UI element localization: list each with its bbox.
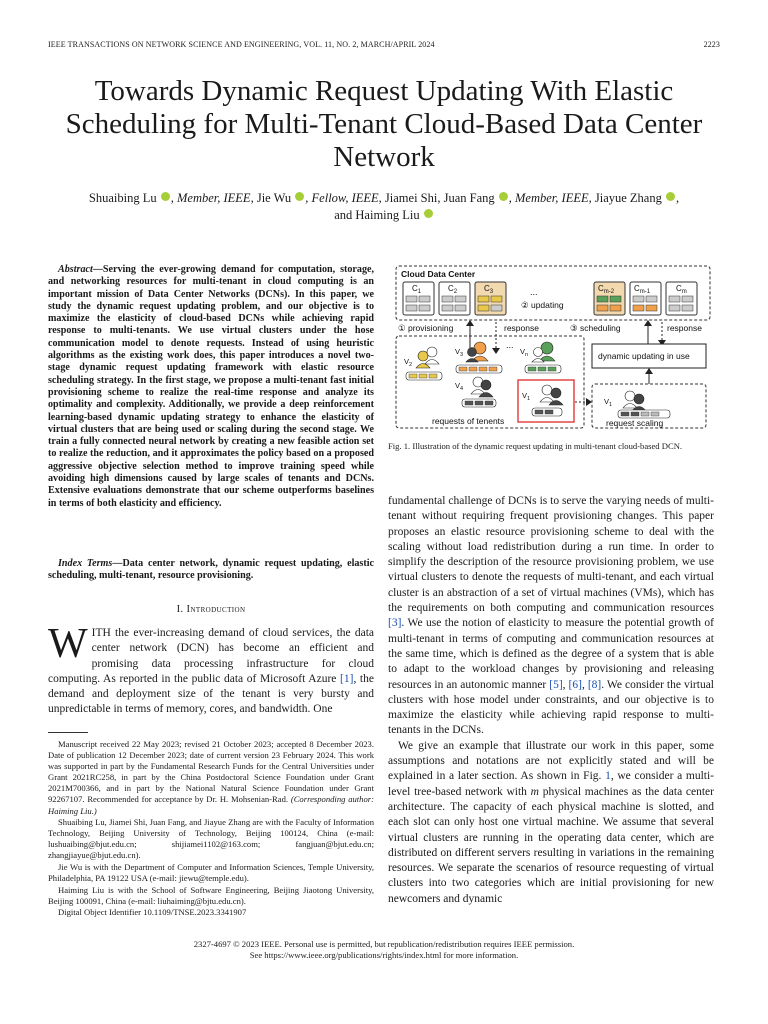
svg-text:V3: $V_3$	[455, 347, 464, 358]
orcid-icon[interactable]	[424, 209, 433, 218]
body-text: ,	[581, 678, 588, 691]
abstract-lead: Abstract	[58, 264, 93, 275]
body-text: physical machines as the data center architecture. The capacity of each physical machine is slotted, and each slot can only host one virtual machine. We assume that several virtual clusters are running in the operating data center, which are distributed on different servers resulting in variations in the remaining resources. We separate the scenarios of resource requesting of virtual clusters into two categories which are initial provisioning for new newcomers and dynamic	[388, 785, 714, 905]
tenant-v2	[404, 347, 442, 380]
author-role: , Fellow, IEEE,	[305, 191, 385, 205]
body-text: ,	[562, 678, 569, 691]
section-number: I.	[176, 604, 184, 615]
citation-link[interactable]: [1]	[340, 672, 354, 685]
svg-text:V1: $V_1$	[604, 397, 613, 408]
footnote: Digital Object Identifier 10.1109/TNSE.2023.3341907	[58, 907, 247, 918]
citation-link[interactable]: [8]	[587, 678, 602, 691]
ellipsis: ...	[530, 287, 538, 297]
author-name: Juan Fang	[443, 191, 495, 205]
index-terms-lead: Index Terms	[58, 558, 113, 569]
author-role: , Member, IEEE,	[170, 191, 257, 205]
response-label: response	[667, 323, 702, 333]
right-column-text	[388, 494, 714, 907]
section-heading	[48, 604, 374, 615]
arrow-head-icon	[586, 398, 592, 406]
footnote: Haiming Liu is with the School of Software Engineering, Beijing Jiaotong University, Beijing 100091, China (e-mail: liuhaiming@bjtu.edu.cn).	[48, 884, 374, 906]
body-text: We give an example that illustrate our work in this paper, some assumptions and notations are not explicitly stated and will be explained in a later section. As shown in Fig.	[388, 739, 714, 783]
svg-text:V2: $V_2$	[404, 357, 413, 368]
arrow-head-icon	[644, 320, 652, 326]
body-text: . We use the notion of elasticity to measure the potential growth of multi-tenant in terms of computing and communication resources at the same time, which is defined as the degree of a system that is able to adapt to the workload changes by provisioning and releasing resources in an autonomic manner	[388, 617, 714, 691]
tenant-v1	[518, 380, 574, 422]
tenant-vn	[520, 342, 561, 373]
index-terms	[48, 558, 374, 583]
svg-text:C2: $C_2$	[448, 284, 458, 295]
body-text: fundamental challenge of DCNs is to serve the varying needs of multi-tenant without requiring frequent provisioning changes. This paper proposes an elastic resource provisioning scheme to deal with the scaling without load redistribution during a run time. In order to simplify the description of the resource provisioning problem, we use virtual clusters to denote the requests of multi-tenant, and each virtual cluster is an abstraction of a set of virtual machines (VMs), which has the requirements on both computing and communication resources	[388, 495, 714, 615]
footnote-text: Manuscript received 22 May 2023; revised 21 October 2023; accepted 8 December 2023. Date of publication 12 December 2023; date of current version 23 February 2024. This work was supported in part by the Fundamental Research Funds for the Central Universities under Grant 2021RC258, in part by the China Postdoctoral Science Foundation under Grant 2021M700366, and in part by the National Natural Science Foundation under Grant 92267107. Recommended for acceptance by Dr. H. Mohsenian-Rad.	[48, 739, 374, 805]
footnote-rule	[48, 732, 88, 733]
container-c2	[439, 282, 470, 315]
figure-link[interactable]: 1	[605, 770, 611, 783]
svg-text:Cm-1: $C_{m-1}$	[634, 284, 651, 295]
intro-text: the ever-increasing demand of cloud services, the data center network (DCN) has become an efficient and promising data processing infrastructure for cloud computing. As reported in the public data of Microsoft Azure	[48, 627, 374, 685]
container-cm-1	[630, 282, 661, 315]
rights-link[interactable]: See https://www.ieee.org/publications/rights/index.html for more information.	[249, 950, 519, 960]
response-label: response	[504, 323, 539, 333]
citation-link[interactable]: [5]	[549, 678, 563, 691]
intro-paragraph	[48, 621, 374, 718]
svg-text:Cm: $C_m$	[676, 284, 687, 295]
orcid-icon[interactable]	[666, 192, 675, 201]
abstract-text: —Serving the ever-growing demand for computation, storage, and networking resources for multi-tenant in cloud computing is an important mission of Data Center Networks (DCNs). In this paper, we study the dynamic request updating problem, and our objective is to maximize the elasticity of cloud-based DCNs while achieving rapid response to multi-tenants. We use virtual clusters under the hose communication model to denote requests. Instead of using heuristic algorithms as the existing work does, this paper introduces a novel two-stage dynamic request updating framework with elastic resource scheduling strategy. In the first stage, we propose a multi-tenant fast initial provisioning scheme to realize the real-time response and analyze its optimality and complexity. Additionally, we provide a deep reinforcement learning-based dynamic updating strategy to enhance the elasticity of virtual clusters that are being used or scaling during the second stage. We train a fully connected neural network by creating a new feasible action set to realize the reduction, and it approximates the policy based on a proposed aggressive objective selection method to improve training speed while avoiding high dimensions caused by large scales of tenants and DCNs. Extensive evaluations demonstrate that our scheme outperforms baselines in terms of both elasticity and efficiency.	[48, 264, 374, 509]
author-name: Jiayue Zhang	[594, 191, 662, 205]
container-cm-2	[594, 282, 625, 315]
arrow-head-icon	[645, 368, 653, 374]
journal-name: IEEE TRANSACTIONS ON NETWORK SCIENCE AND ENGINEERING, VOL. 11, NO. 2, MARCH/APRIL 2024	[48, 40, 435, 49]
citation-link[interactable]: [6]	[568, 678, 582, 691]
abstract	[48, 264, 374, 510]
provisioning-label: ① provisioning	[398, 323, 454, 333]
citation-link[interactable]: [3]	[388, 617, 402, 630]
svg-text:V4: $V_4$	[455, 381, 464, 392]
body-text: . We consider the virtual clusters with hose model under constraints, and our objective is to maximize the elasticity while achieving rapid response to multi-tenants in the DCNs.	[388, 678, 714, 737]
author-list	[40, 190, 728, 224]
svg-text:Cm-2: $C_{m-2}$	[598, 284, 615, 295]
author-role: ,	[675, 191, 680, 205]
body-text: , we consider a multi-level tree-based network with	[388, 770, 714, 798]
orcid-icon[interactable]	[499, 192, 508, 201]
author-name: and Haiming Liu	[334, 208, 420, 222]
first-word: ITH	[91, 627, 111, 639]
svg-text:C3: $C_3$	[484, 284, 494, 295]
math-variable: m	[530, 785, 539, 798]
section-title: Introduction	[186, 604, 246, 615]
footnote: Jie Wu is with the Department of Computer and Information Sciences, Temple University, Philadelphia, PA 19122 USA (e-mail: jiewu@temple.edu).	[48, 862, 374, 884]
footnotes	[48, 739, 374, 919]
tenant-v4	[455, 377, 496, 407]
container-c3	[475, 282, 506, 315]
page-number: 2223	[703, 40, 720, 49]
arrow-head-icon	[466, 320, 474, 326]
updating-label: ② updating	[521, 300, 564, 310]
author-name: Jie Wu	[256, 191, 292, 205]
footnote: Shuaibing Lu, Jiamei Shi, Juan Fang, and Jiayue Zhang are with the Faculty of Information Technology, Beijing University of Technology, Beijing 100124, China (e-mail: lushuaibing@bjut.edu.cn; shijiamei1102@163.com; fangjuan@bjut.edu.cn; zhangjiayue@bjut.edu.cn).	[48, 817, 374, 861]
scheduling-label: ③ scheduling	[570, 323, 621, 333]
index-terms-text: —Data center network, dynamic request updating, elastic scheduling, multi-tenant, resource provisioning.	[48, 558, 374, 582]
orcid-icon[interactable]	[161, 192, 170, 201]
ellipsis: ...	[506, 340, 514, 350]
paper-title: Towards Dynamic Request Updating With Elastic Scheduling for Multi-Tenant Cloud-Based Data Center Network	[65, 75, 703, 173]
author-name: Shuaibing Lu	[88, 191, 157, 205]
paragraph	[388, 739, 714, 907]
cloud-dc-label: Cloud Data Center	[401, 269, 476, 279]
svg-text:C1: $C_1$	[412, 284, 422, 295]
figure-1	[392, 264, 714, 436]
container-cm	[666, 282, 697, 315]
corresponding-author: (Corresponding author: Haiming Liu.)	[48, 794, 374, 816]
svg-text:V1: $V_1$	[522, 391, 531, 402]
svg-text:Vn: $V_n$	[520, 347, 529, 358]
footnote	[48, 739, 374, 817]
tenant-v1-scaled	[604, 391, 670, 418]
orcid-icon[interactable]	[295, 192, 304, 201]
arrow-head-icon	[492, 348, 500, 354]
copyright-line: 2327-4697 © 2023 IEEE. Personal use is permitted, but republication/redistribution requires IEEE permission.	[193, 939, 575, 949]
drop-cap: W	[48, 621, 88, 667]
copyright-notice	[48, 939, 720, 961]
figure-caption: Fig. 1. Illustration of the dynamic request updating in multi-tenant cloud-based DCN.	[388, 441, 683, 451]
container-c1	[403, 282, 434, 315]
author-name: Jiamei Shi,	[384, 191, 444, 205]
requests-label: requests of tenents	[432, 416, 505, 426]
paragraph	[388, 494, 714, 739]
dynamic-updating-label: dynamic updating in use	[598, 351, 690, 361]
scaling-label: request scaling	[606, 418, 664, 428]
author-role: , Member, IEEE,	[508, 191, 595, 205]
intro-text: , the demand and deployment size of the tenant is very bursty and unpredictable in terms of memory, cores, and bandwidth. One	[48, 672, 374, 716]
tenant-v3	[455, 342, 502, 373]
